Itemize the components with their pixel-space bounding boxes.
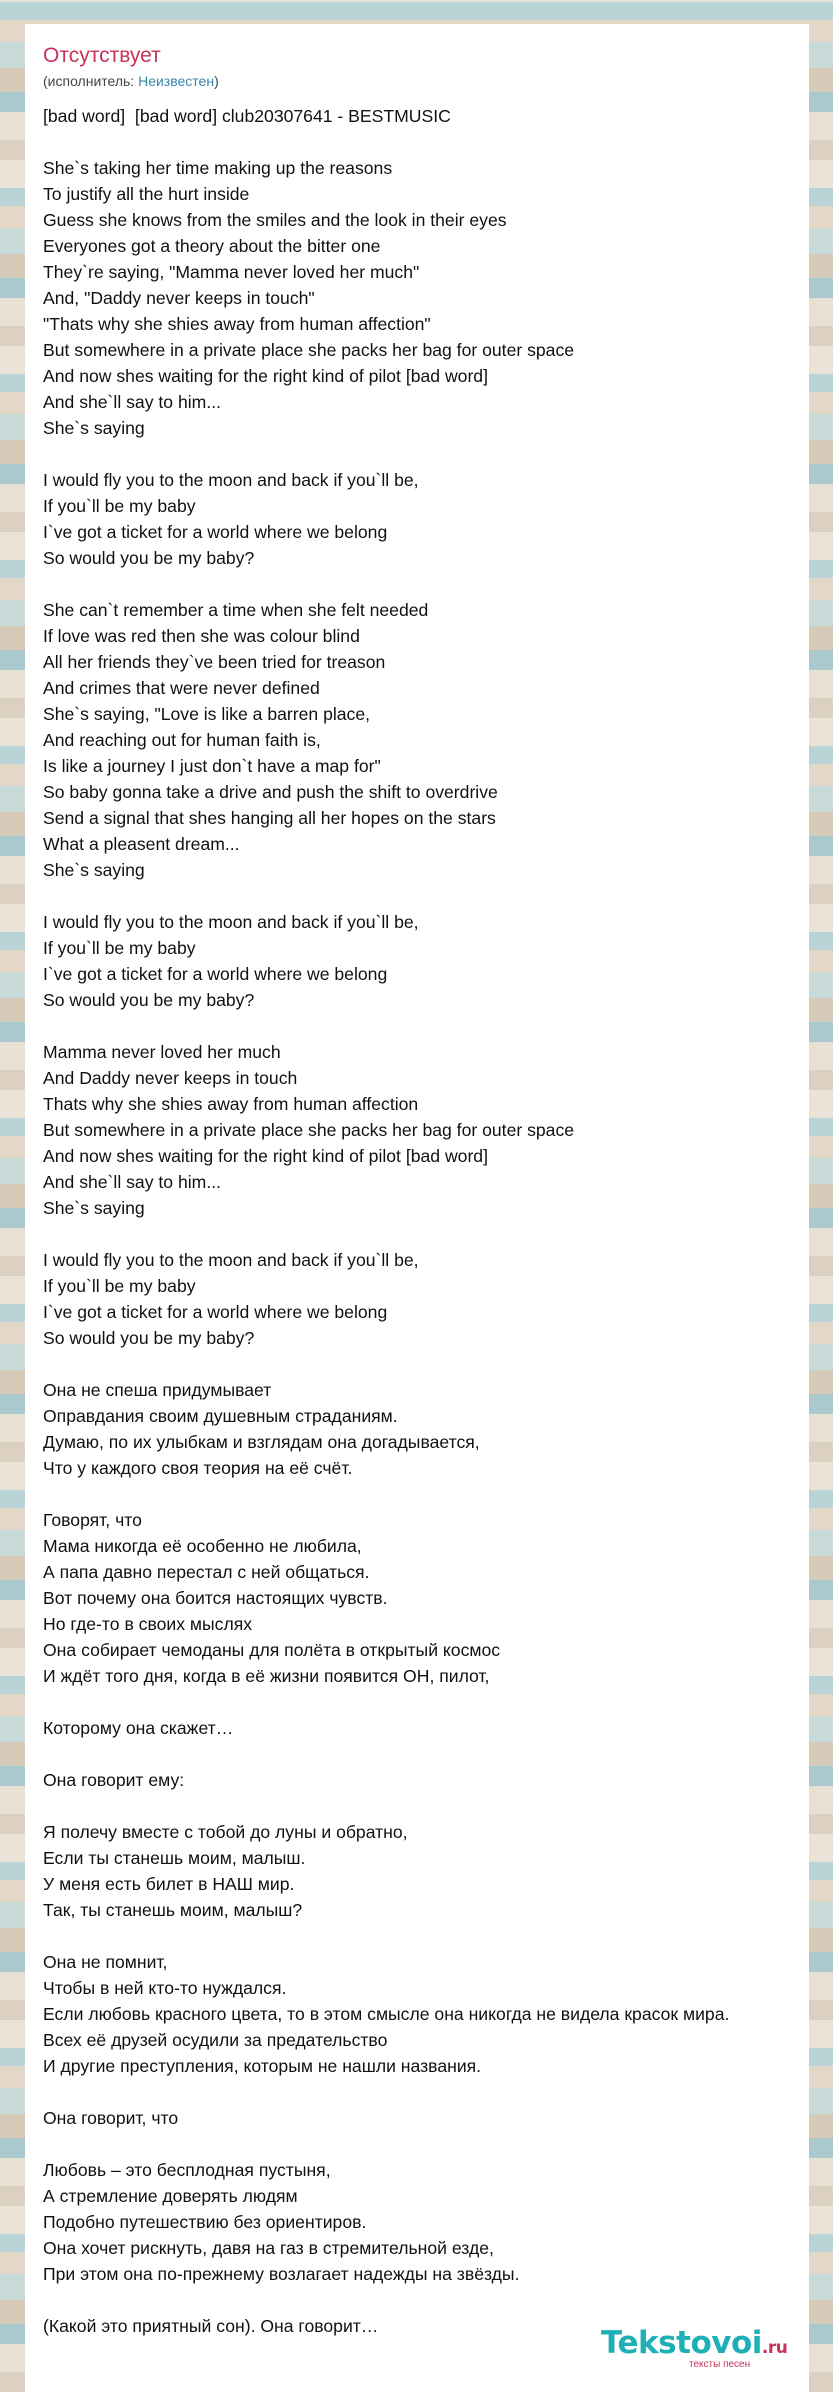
site-logo[interactable]: [601, 2326, 811, 2376]
logo-name: Tekstovoi: [601, 2325, 762, 2361]
artist-line: [43, 72, 219, 90]
song-title: Отсутствует: [43, 44, 161, 67]
lyrics-card: [25, 24, 809, 2392]
artist-prefix: (исполнитель:: [43, 73, 139, 89]
logo-tld: .ru: [761, 2338, 788, 2358]
artist-suffix: ): [214, 73, 219, 89]
lyrics-text: [bad word] [bad word] club20307641 - BESTMUSIC She`s taking her time making up the reasons To justify all the hurt inside Guess she knows from the smiles and the look in their eyes Everyones got a theory about the bitter one They`re saying, "Mamma never loved her much" And, "Daddy never keeps in touch" "Thats why she shies away from human affection" But somewhere in a private place she packs her bag for outer space And now shes waiting for the right kind of pilot [bad word] And she`ll say to him... She`s saying I would fly you to the moon and back if you`ll be, If you`ll be my baby I`ve got a ticket for a world where we belong So would you be my baby? She can`t remember a time when she felt needed If love was red then she was colour blind All her friends they`ve been tried for treason And crimes that were never defined She`s saying, "Love is like a barren place, And reaching out for human faith is, Is like a journey I just don`t have a map for" So baby gonna take a drive and push the shift to overdrive Send a signal that shes hanging all her hopes on the stars What a pleasent dream... She`s saying I would fly you to the moon and back if you`ll be, If you`ll be my baby I`ve got a ticket for a world where we belong So would you be my baby? Mamma never loved her much And Daddy never keeps in touch Thats why she shies away from human affection But somewhere in a private place she packs her bag for outer space And now shes waiting for the right kind of pilot [bad word] And she`ll say to him... She`s saying I would fly you to the moon and back if you`ll be, If you`ll be my baby I`ve got a ticket for a world where we belong So would you be my baby? Она не спеша придумывает Оправдания своим душевным страданиям. Думаю, по их улыбкам и взглядам она догадывается, Что у каждого своя теория на её счёт. Говорят, что Мама никогда её особенно не любила, А папа давно перестал с ней общаться. Вот почему она боится настоящих чувств. Но где-то в своих мыслях Она собирает чемоданы для полёта в открытый космос И ждёт того дня, когда в её жизни появится ОН, пилот, Которому она скажет… Она говорит ему: Я полечу вместе с тобой до луны и обратно, Если ты станешь моим, малыш. У меня есть билет в НАШ мир. Так, ты станешь моим, малыш? Она не помнит, Чтобы в ней кто-то нуждался. Если любовь красного цвета, то в этом смысле она никогда не видела красок мира. Всех её друзей осудили за предательство И другие преступления, которым не нашли названия. Она говорит, что Любовь – это бесплодная пустыня, А стремление доверять людям Подобно путешествию без ориентиров. Она хочет рискнуть, давя на газ в стремительной езде, При этом она по-прежнему возлагает надежды на звёзды. (Какой это приятный сон). Она говорит…: [43, 106, 730, 2336]
logo-tagline: тексты песен: [689, 2359, 751, 2370]
artist-link[interactable]: Неизвестен: [138, 73, 215, 89]
